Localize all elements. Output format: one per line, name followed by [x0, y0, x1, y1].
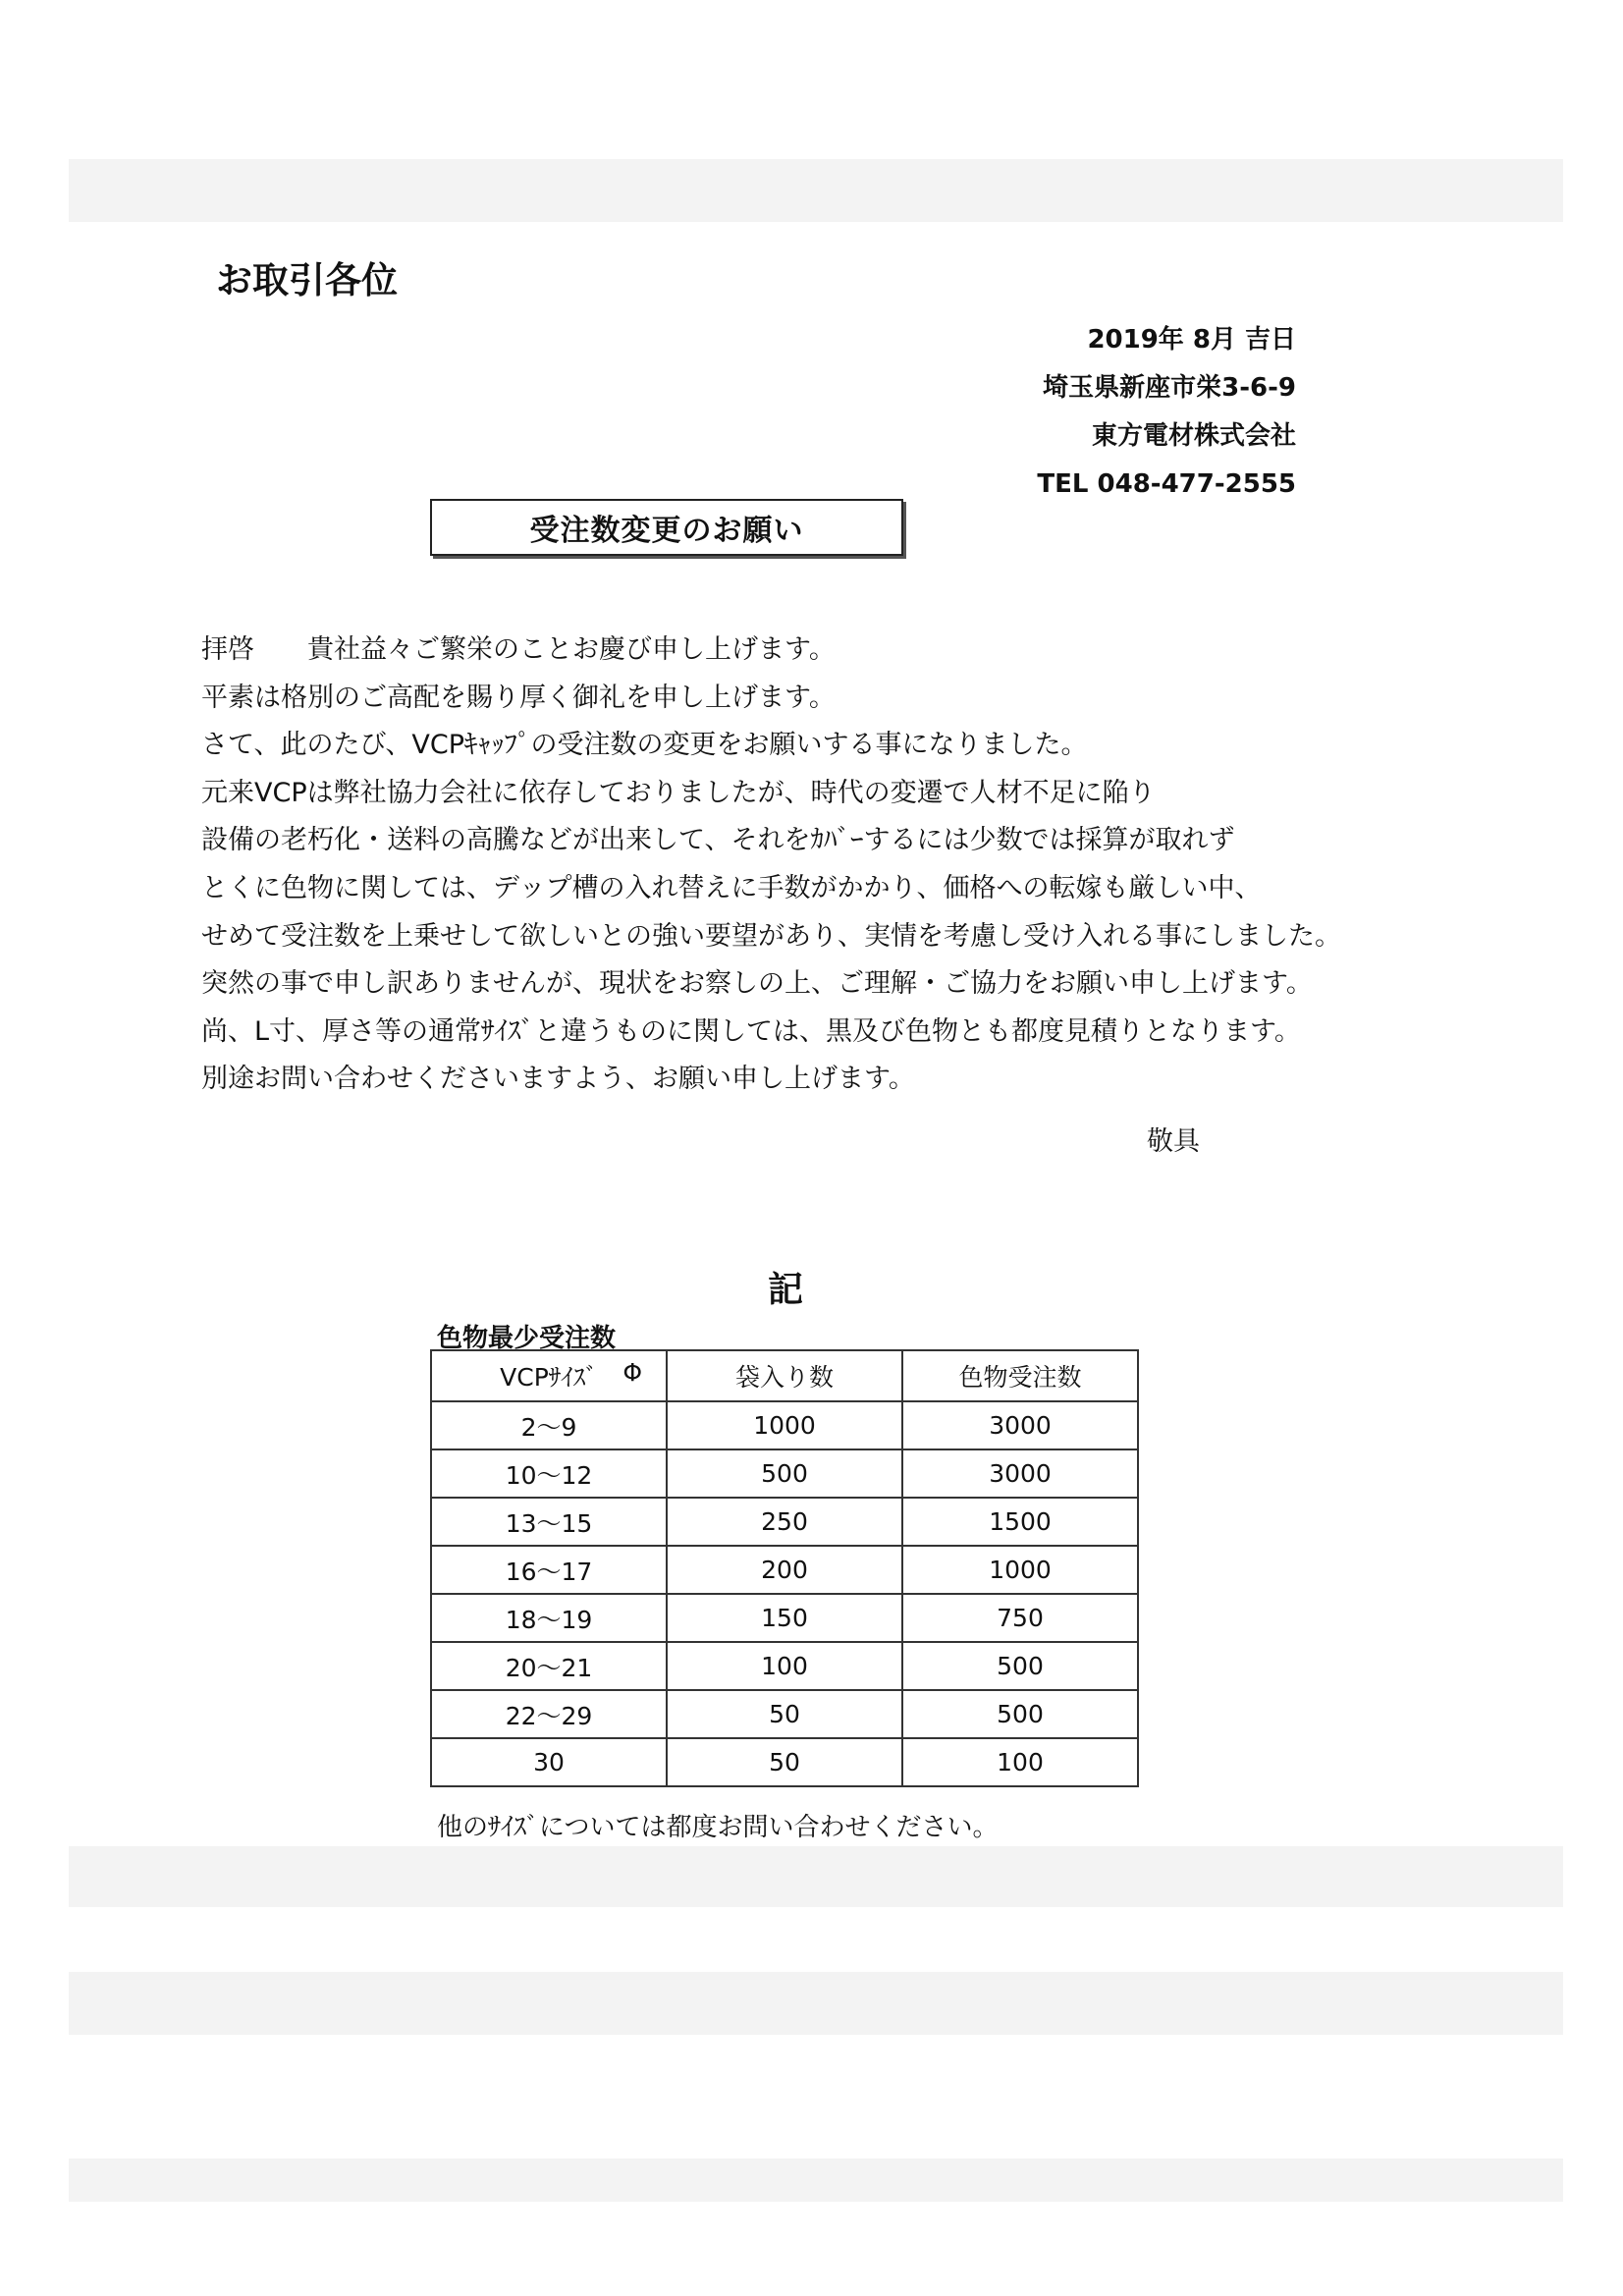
table-row: [431, 1594, 1138, 1642]
cell-size: 22～29: [431, 1690, 667, 1738]
cell-color-order: 3000: [902, 1449, 1138, 1498]
cell-color-order: 1000: [902, 1546, 1138, 1594]
cell-bag-count: 150: [667, 1594, 902, 1642]
cell-size: 16～17: [431, 1546, 667, 1594]
sender-address: 埼玉県新座市栄3-6-9: [1043, 373, 1296, 403]
header-color-order: 色物受注数: [902, 1350, 1138, 1401]
header-size: [431, 1350, 667, 1401]
table-row: [431, 1642, 1138, 1690]
cell-size: 10～12: [431, 1449, 667, 1498]
body-line: 突然の事で申し訳ありませんが、現状をお察しの上、ご理解・ご協力をお願い申し上げます。: [201, 968, 1313, 1000]
cell-color-order: 500: [902, 1642, 1138, 1690]
body-line: 平素は格別のご高配を賜り厚く御礼を申し上げます。: [201, 682, 836, 713]
closing-word: 敬具: [1147, 1126, 1200, 1157]
scan-band: [69, 1972, 1563, 2035]
letter-title: 受注数変更のお願い: [430, 499, 903, 556]
table-row: [431, 1401, 1138, 1449]
cell-bag-count: 50: [667, 1690, 902, 1738]
cell-color-order: 1500: [902, 1498, 1138, 1546]
body-line: 設備の老朽化・送料の高騰などが出来して、それをｶﾊﾞｰするには少数では採算が取れず: [201, 825, 1235, 856]
table-row: [431, 1738, 1138, 1786]
order-quantity-table: [430, 1349, 1139, 1787]
cell-size: 20～21: [431, 1642, 667, 1690]
table-row: [431, 1498, 1138, 1546]
cell-size: 13～15: [431, 1498, 667, 1546]
cell-bag-count: 50: [667, 1738, 902, 1786]
header-bag-count: 袋入り数: [667, 1350, 902, 1401]
cell-bag-count: 250: [667, 1498, 902, 1546]
letter-date: 2019年 8月 吉日: [1087, 325, 1296, 355]
table-caption: 色物最少受注数: [437, 1324, 617, 1353]
scan-band: [69, 159, 1563, 222]
cell-color-order: 750: [902, 1594, 1138, 1642]
cell-size: 18～19: [431, 1594, 667, 1642]
cell-bag-count: 1000: [667, 1401, 902, 1449]
cell-color-order: 500: [902, 1690, 1138, 1738]
cell-size: 2～9: [431, 1401, 667, 1449]
cell-bag-count: 200: [667, 1546, 902, 1594]
cell-color-order: 100: [902, 1738, 1138, 1786]
table-row: [431, 1546, 1138, 1594]
sender-company: 東方電材株式会社: [1091, 421, 1296, 451]
addressee: お取引各位: [216, 259, 398, 301]
body-line: さて、此のたび、VCPｷｬｯﾌﾟの受注数の変更をお願いする事になりました。: [201, 730, 1088, 761]
body-line: 元来VCPは弊社協力会社に依存しておりましたが、時代の変遷で人材不足に陥り: [201, 777, 1156, 808]
header-phi: Φ: [622, 1358, 642, 1387]
table-header-row: [431, 1350, 1138, 1401]
cell-color-order: 3000: [902, 1401, 1138, 1449]
sender-tel: TEL 048-477-2555: [1037, 469, 1296, 499]
scan-band: [69, 1846, 1563, 1907]
body-line: 拝啓 貴社益々ご繁栄のことお慶び申し上げます。: [201, 634, 836, 665]
ki-heading: 記: [768, 1270, 804, 1310]
letter-body: [201, 627, 1341, 1104]
table-row: [431, 1690, 1138, 1738]
body-line: 尚、L寸、厚さ等の通常ｻｲｽﾞと違うものに関しては、黒及び色物とも都度見積りとなります。: [201, 1015, 1301, 1047]
cell-bag-count: 100: [667, 1642, 902, 1690]
body-line: とくに色物に関しては、デップ槽の入れ替えに手数がかかり、価格への転嫁も厳しい中、: [201, 872, 1262, 903]
header-size-label: VCPｻｲｽﾞ: [500, 1363, 598, 1392]
body-line: 別途お問い合わせくださいますよう、お願い申し上げます。: [201, 1064, 915, 1095]
body-line: せめて受注数を上乗せして欲しいとの強い要望があり、実情を考慮し受け入れる事にしました。: [201, 920, 1341, 952]
sender-block: [1037, 316, 1296, 509]
cell-size: 30: [431, 1738, 667, 1786]
table-row: [431, 1449, 1138, 1498]
cell-bag-count: 500: [667, 1449, 902, 1498]
scan-band: [69, 2159, 1563, 2202]
table-footnote: 他のｻｲｽﾞについては都度お問い合わせください。: [437, 1813, 999, 1842]
